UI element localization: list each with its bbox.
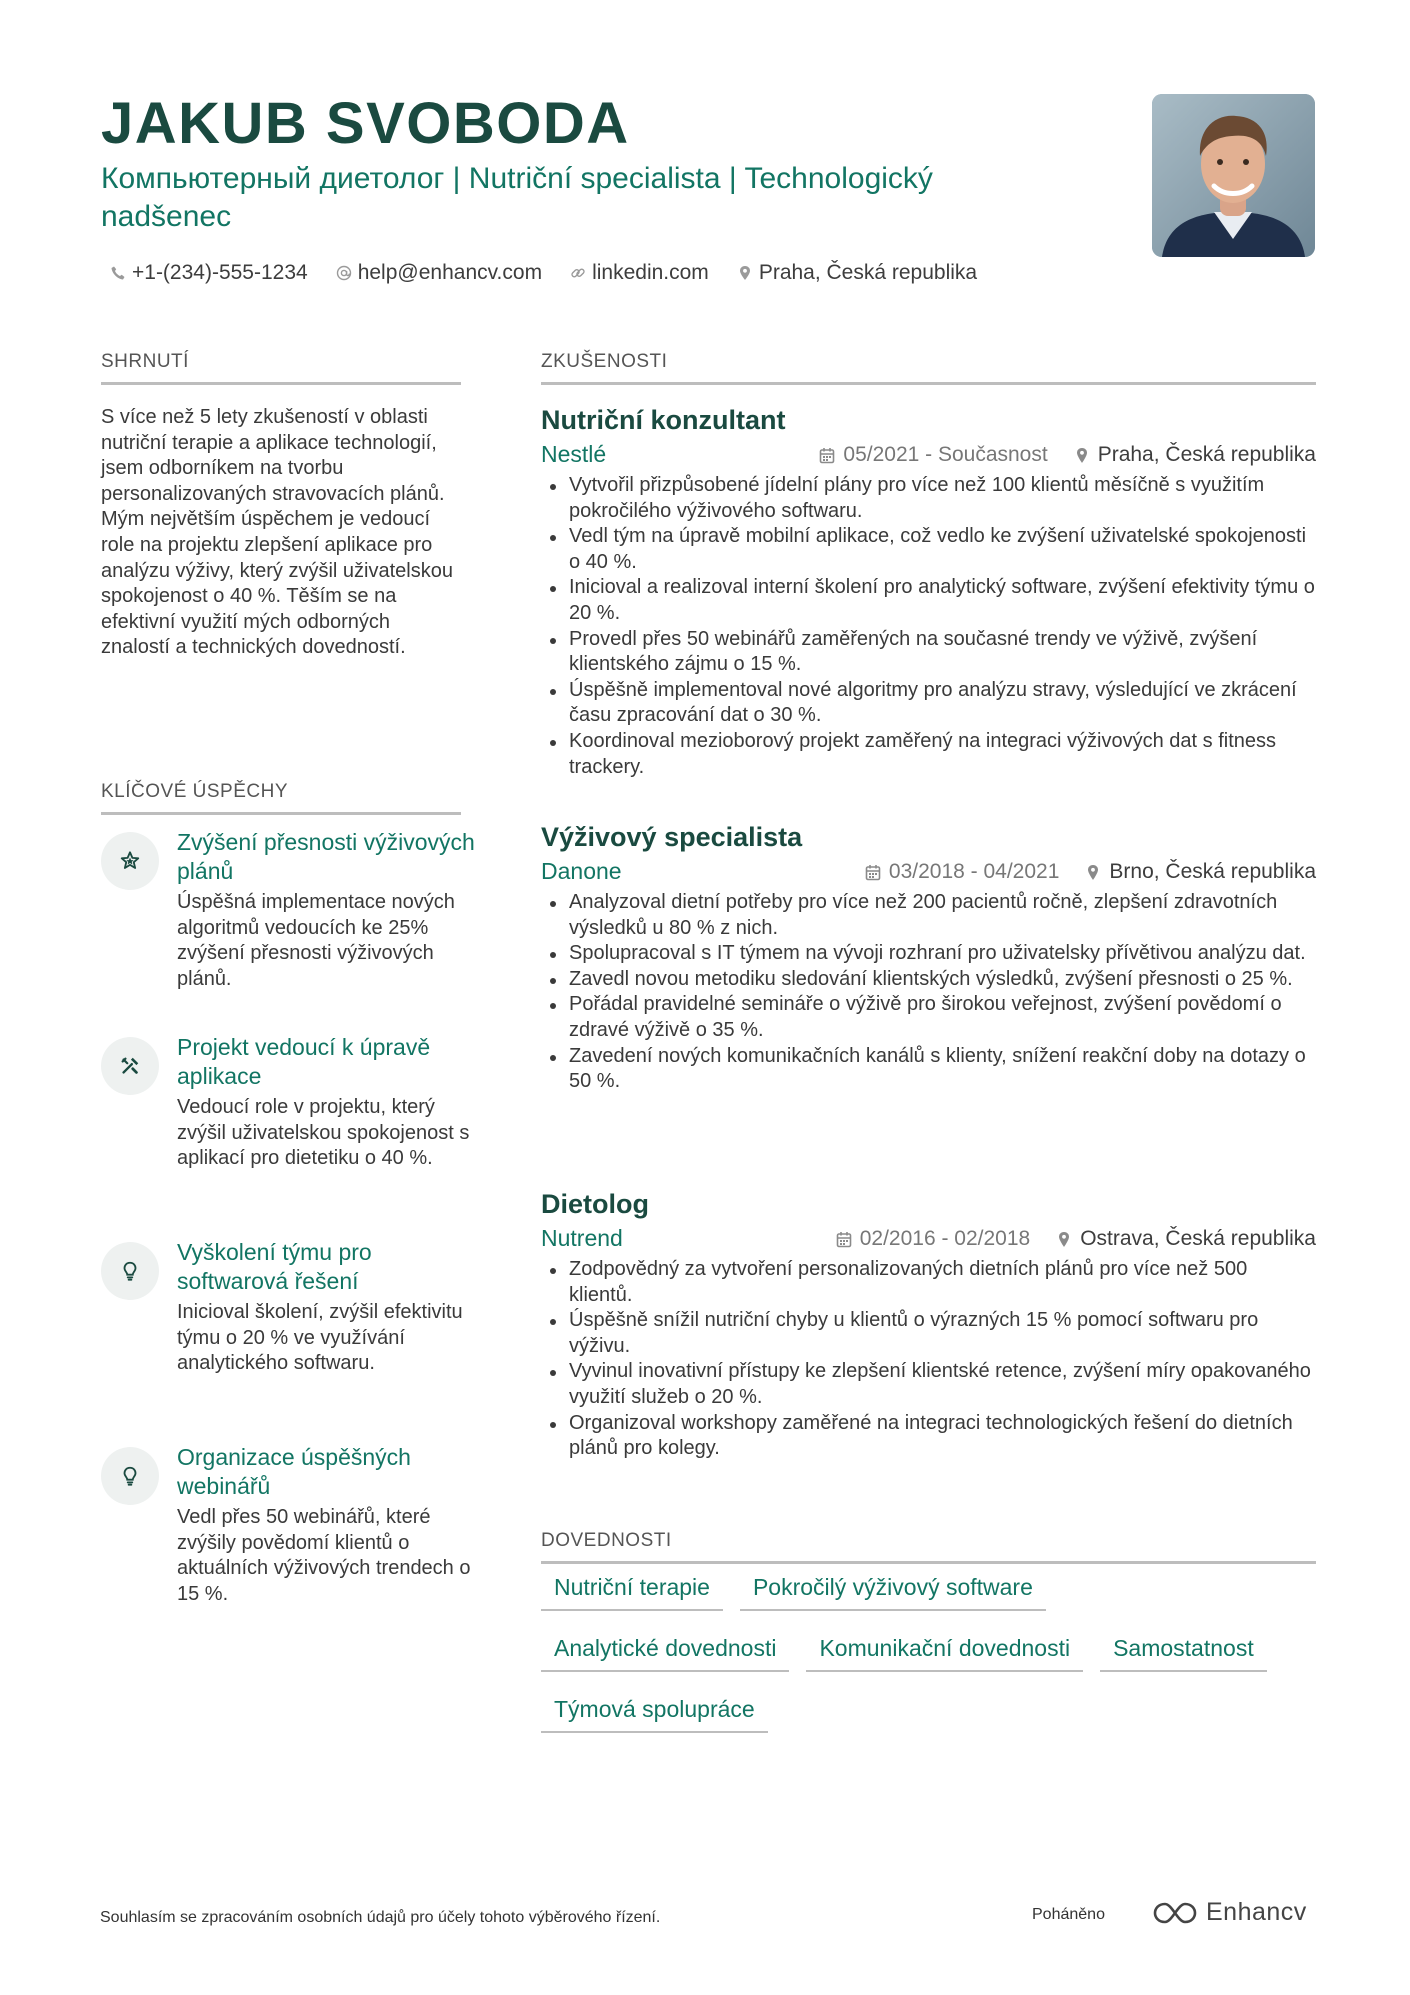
- job-bullets: [541, 473, 1316, 780]
- summary-text: S více než 5 lety zkušeností v oblasti nutriční terapie a aplikace technologií, jsem odborníkem na tvorbu personalizovaných stravovacích plánů. Mým největším úspěchem je vedoucí role na projektu zlepšení aplikace pro analýzu výživy, který zvýšil uživatelskou spokojenost o 40 %. Těším se na efektivní využití mých odborných znalostí a technických dovedností.: [101, 406, 453, 659]
- calendar-icon: [836, 1231, 852, 1248]
- tools-icon: [101, 1037, 159, 1095]
- skill-tag: Týmová spolupráce: [541, 1694, 768, 1733]
- powered-by-label: Poháněno: [1032, 1906, 1105, 1923]
- contact-email-text: help@enhancv.com: [357, 261, 543, 284]
- star-icon: [101, 832, 159, 890]
- contact-phone[interactable]: [110, 258, 308, 288]
- achievement-desc: Vedoucí role v projektu, který zvýšil uživatelskou spokojenost s aplikací pro dietetiku o 40 %.: [177, 1096, 470, 1170]
- job-dates-text: 03/2018 - 04/2021: [888, 860, 1060, 883]
- job-meta: [865, 860, 1316, 884]
- job-location-text: Ostrava, Česká republika: [1080, 1227, 1316, 1250]
- job-location-text: Brno, Česká republika: [1109, 860, 1316, 883]
- achievement-title: Zvýšení přesnosti výživových plánů: [177, 829, 475, 884]
- headline: Компьютерный диетолог | Nutriční specialista | Technologický nadšenec: [101, 162, 933, 233]
- job-bullet: Úspěšně implementoval nové algoritmy pro analýzu stravy, výsledující ve zkrácení času zpracování dat o 30 %.: [541, 678, 1316, 729]
- job-bullet: Inicioval a realizoval interní školení pro analytický software, zvýšení efektivity týmu o 20 %.: [541, 575, 1316, 626]
- job-title: Nutriční konzultant: [541, 405, 786, 435]
- job-bullet: Analyzoval dietní potřeby pro více než 200 pacientů ročně, zlepšení zdravotních výsledků u 80 % z nich.: [541, 890, 1316, 941]
- lightbulb-icon: [101, 1447, 159, 1505]
- skill-tag: Nutriční terapie: [541, 1572, 723, 1611]
- section-title-skills: DOVEDNOSTI: [541, 1529, 1316, 1564]
- achievement-item: [101, 1238, 466, 1418]
- phone-icon: [110, 265, 126, 281]
- skill-tag: Pokročilý výživový software: [740, 1572, 1046, 1611]
- contact-email[interactable]: [336, 258, 542, 288]
- job-bullet: Organizoval workshopy zaměřené na integraci technologických řešení do dietních plánů pro kolegy.: [541, 1411, 1316, 1462]
- job-bullet: Zavedení nových komunikačních kanálů s klienty, snížení reakční doby na dotazy o 50 %.: [541, 1044, 1316, 1095]
- job-title: Výživový specialista: [541, 822, 803, 852]
- company-name: Nestlé: [541, 441, 607, 467]
- job-info-row: [541, 439, 1316, 473]
- job-location-text: Praha, Česká republika: [1097, 443, 1316, 466]
- job-title: Dietolog: [541, 1189, 649, 1219]
- achievement-desc: Vedl přes 50 webinářů, které zvýšily povědomí klientů o aktuálních výživových trendech o 15 %.: [177, 1506, 471, 1605]
- achievement-desc: Inicioval školení, zvýšil efektivitu týmu o 20 % ve využívání analytického softwaru.: [177, 1301, 463, 1375]
- at-icon: [336, 265, 352, 281]
- contact-linkedin-text: linkedin.com: [592, 261, 709, 284]
- job-dates: [865, 860, 1059, 884]
- achievement-desc: Úspěšná implementace nových algoritmů vedoucích ke 25% zvýšení přesnosti výživových plánů.: [177, 891, 455, 990]
- job-dates-text: 05/2021 - Současnost: [843, 443, 1048, 466]
- job-meta: [836, 1227, 1316, 1251]
- achievement-title: Organizace úspěšných webinářů: [177, 1444, 411, 1499]
- job-bullet: Koordinoval mezioborový projekt zaměřený na integraci výživových dat s fitness trackery.: [541, 729, 1316, 780]
- achievement-item: [101, 828, 475, 1008]
- job-entry: [541, 403, 1316, 780]
- profile-photo: [1152, 94, 1315, 257]
- job-dates: [819, 443, 1047, 467]
- achievement-title: Vyškolení týmu pro softwarová řešení: [177, 1239, 372, 1294]
- job-entry: [541, 1187, 1316, 1462]
- job-location: [1074, 443, 1316, 467]
- enhancv-logo[interactable]: [1152, 1898, 1307, 1927]
- section-title-summary: SHRNUTÍ: [101, 350, 461, 385]
- job-info-row: [541, 856, 1316, 890]
- company-name: Nutrend: [541, 1225, 623, 1251]
- job-location: [1085, 860, 1316, 884]
- lightbulb-icon: [101, 1242, 159, 1300]
- job-bullet: Pořádal pravidelné semináře o výživě pro širokou veřejnost, zvýšení povědomí o zdravé výživě o 35 %.: [541, 992, 1316, 1043]
- skills-row: [541, 1572, 1321, 1611]
- achievement-item: [101, 1033, 470, 1213]
- skill-tag: Komunikační dovednosti: [806, 1633, 1083, 1672]
- consent-note: Souhlasím se zpracováním osobních údajů pro účely tohoto výběrového řízení.: [100, 1909, 661, 1926]
- contact-bar: [110, 258, 977, 288]
- enhancv-logo-icon: [1152, 1900, 1198, 1926]
- job-bullets: [541, 890, 1316, 1095]
- link-icon: [570, 265, 586, 281]
- section-title-achievements: KLÍČOVÉ ÚSPĚCHY: [101, 780, 461, 815]
- job-bullet: Zodpovědný za vytvoření personalizovaných dietních plánů pro více než 500 klientů.: [541, 1257, 1316, 1308]
- job-bullet: Vytvořil přizpůsobené jídelní plány pro více než 100 klientů měsíčně s využitím pokročilého výživového softwaru.: [541, 473, 1316, 524]
- skills-row: [541, 1633, 1321, 1672]
- skills-row: [541, 1694, 1321, 1733]
- job-bullets: [541, 1257, 1316, 1462]
- location-icon: [737, 265, 753, 281]
- location-icon: [1074, 447, 1090, 464]
- skill-tag: Samostatnost: [1100, 1633, 1267, 1672]
- job-bullet: Úspěšně snížil nutriční chyby u klientů o výrazných 15 % pomocí softwaru pro výživu.: [541, 1308, 1316, 1359]
- enhancv-logo-text: Enhancv: [1206, 1898, 1307, 1926]
- section-title-experience: ZKUŠENOSTI: [541, 350, 1316, 385]
- job-bullet: Spolupracoval s IT týmem na vývoji rozhraní pro uživatelsky přívětivou analýzu dat.: [541, 941, 1316, 967]
- job-info-row: [541, 1223, 1316, 1257]
- job-bullet: Vyvinul inovativní přístupy ke zlepšení klientské retence, zvýšení míry opakovaného využití služeb o 20 %.: [541, 1359, 1316, 1410]
- location-icon: [1056, 1231, 1072, 1248]
- calendar-icon: [819, 447, 835, 464]
- contact-linkedin[interactable]: [570, 258, 709, 288]
- job-dates-text: 02/2016 - 02/2018: [859, 1227, 1031, 1250]
- job-dates: [836, 1227, 1030, 1251]
- calendar-icon: [865, 864, 881, 881]
- contact-location: [737, 258, 977, 288]
- contact-location-text: Praha, Česká republika: [758, 261, 978, 284]
- achievement-item: [101, 1443, 471, 1623]
- job-bullet: Zavedl novou metodiku sledování klientských výsledků, zvýšení přesnosti o 25 %.: [541, 967, 1316, 993]
- job-bullet: Provedl přes 50 webinářů zaměřených na současné trendy ve výživě, zvýšení klientského zájmu o 15 %.: [541, 627, 1316, 678]
- achievement-title: Projekt vedoucí k úpravě aplikace: [177, 1034, 431, 1089]
- candidate-name: JAKUB SVOBODA: [101, 91, 630, 156]
- job-meta: [819, 443, 1316, 467]
- contact-phone-text: +1-(234)-555-1234: [132, 261, 308, 284]
- location-icon: [1085, 864, 1101, 881]
- skill-tag: Analytické dovednosti: [541, 1633, 789, 1672]
- skills-list: [541, 1572, 1321, 1755]
- company-name: Danone: [541, 858, 622, 884]
- job-location: [1056, 1227, 1316, 1251]
- job-bullet: Vedl tým na úpravě mobilní aplikace, což vedlo ke zvýšení uživatelské spokojenosti o 40 %.: [541, 524, 1316, 575]
- job-entry: [541, 820, 1316, 1095]
